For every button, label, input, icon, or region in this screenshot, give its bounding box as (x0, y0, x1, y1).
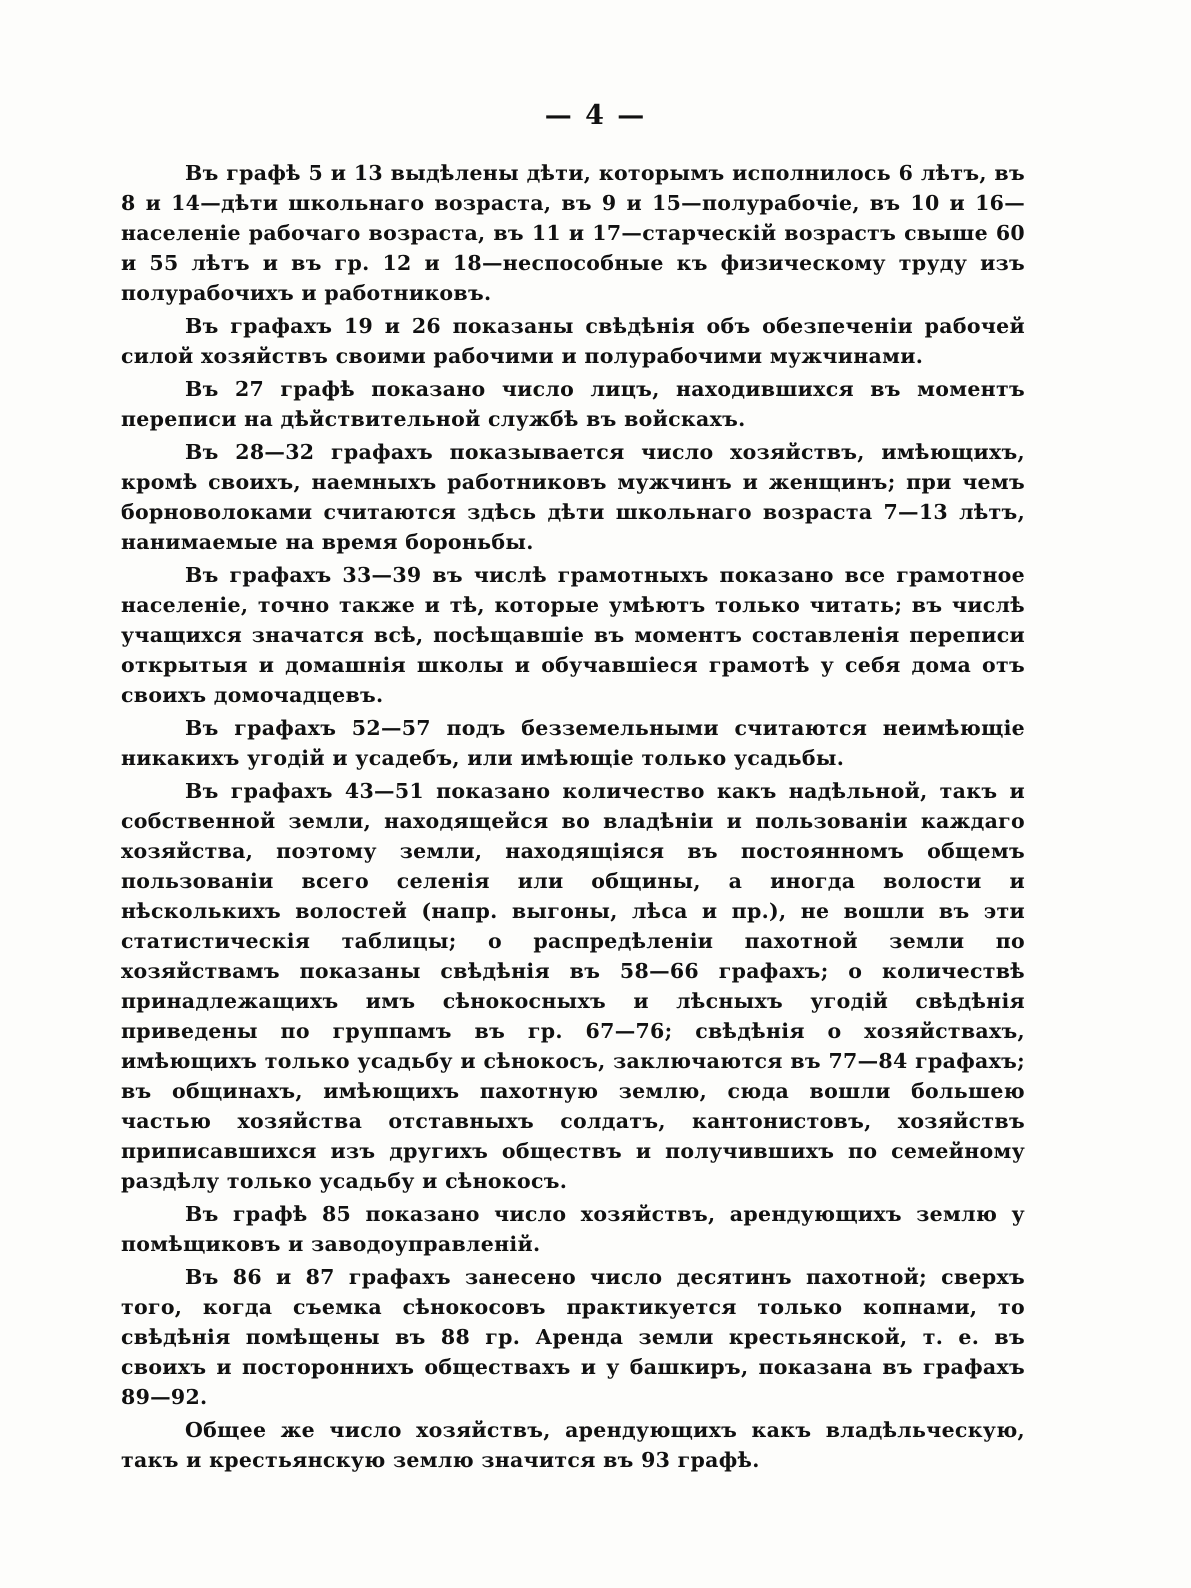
paragraph-2: Въ графахъ 19 и 26 показаны свѣдѣнія объ обезпеченіи рабочей силой хозяйствъ своими рабочими и полурабочими мужчинами. (121, 314, 1025, 368)
paragraph-10: Общее же число хозяйствъ, арендующихъ какъ владѣльческую, такъ и крестьянскую землю значится въ 93 графѣ. (121, 1418, 1025, 1472)
paragraph-5: Въ графахъ 33—39 въ числѣ грамотныхъ показано все грамотное населеніе, точно также и тѣ, которые умѣютъ только читать; въ числѣ учащихся значатся всѣ, посѣщавшіе въ моментъ составленія переписи открытыя и домашнія школы и обучавшіеся грамотѣ у себя дома отъ своихъ домочадцевъ. (121, 563, 1025, 707)
body-text (121, 158, 1025, 1475)
paragraph-7: Въ графахъ 43—51 показано количество какъ надѣльной, такъ и собственной земли, находящейся во владѣніи и пользованіи каждаго хозяйства, поэтому земли, находящіяся въ постоянномъ общемъ пользованіи всего селенія или общины, а иногда волости и нѣсколькихъ волостей (напр. выгоны, лѣса и пр.), не вошли въ эти статистическія таблицы; о распредѣленіи пахотной земли по хозяйствамъ показаны свѣдѣнія въ 58—66 графахъ; о количествѣ принадлежащихъ имъ сѣнокосныхъ и лѣсныхъ угодій свѣдѣнія приведены по группамъ въ гр. 67—76; свѣдѣнія о хозяйствахъ, имѣющихъ только усадьбу и сѣнокосъ, заключаются въ 77—84 графахъ; въ общинахъ, имѣющихъ пахотную землю, сюда вошли большею частью хозяйства отставныхъ солдатъ, кантонистовъ, хозяйствъ приписавшихся изъ другихъ обществъ и получившихъ по семейному раздѣлу только усадьбу и сѣнокосъ. (121, 779, 1025, 1193)
paragraph-1: Въ графѣ 5 и 13 выдѣлены дѣти, которымъ исполнилось 6 лѣтъ, въ 8 и 14—дѣти школьнаго возраста, въ 9 и 15—полурабочіе, въ 10 и 16—населеніе рабочаго возраста, въ 11 и 17—старческій возрастъ свыше 60 и 55 лѣтъ и въ гр. 12 и 18—неспособные къ физическому труду изъ полурабочихъ и работниковъ. (121, 161, 1025, 305)
paragraph-3: Въ 27 графѣ показано число лицъ, находившихся въ моментъ переписи на дѣйствительной службѣ въ войскахъ. (121, 377, 1025, 431)
paragraph-9: Въ 86 и 87 графахъ занесено число десятинъ пахотной; сверхъ того, когда съемка сѣнокосовъ практикуется только копнами, то свѣдѣнія помѣщены въ 88 гр. Аренда земли крестьянской, т. е. въ своихъ и постороннихъ обществахъ и у башкиръ, показана въ графахъ 89—92. (121, 1265, 1025, 1409)
page-number: — 4 — (544, 100, 647, 131)
paragraph-8: Въ графѣ 85 показано число хозяйствъ, арендующихъ землю у помѣщиковъ и заводоуправленій. (121, 1202, 1025, 1256)
paragraph-4: Въ 28—32 графахъ показывается число хозяйствъ, имѣющихъ, кромѣ своихъ, наемныхъ работниковъ мужчинъ и женщинъ; при чемъ борноволоками считаются здѣсь дѣти школьнаго возраста 7—13 лѣтъ, нанимаемые на время бороньбы. (121, 440, 1025, 554)
paragraph-6: Въ графахъ 52—57 подъ безземельными считаются неимѣющіе никакихъ угодій и усадебъ, или имѣющіе только усадьбы. (121, 716, 1025, 770)
